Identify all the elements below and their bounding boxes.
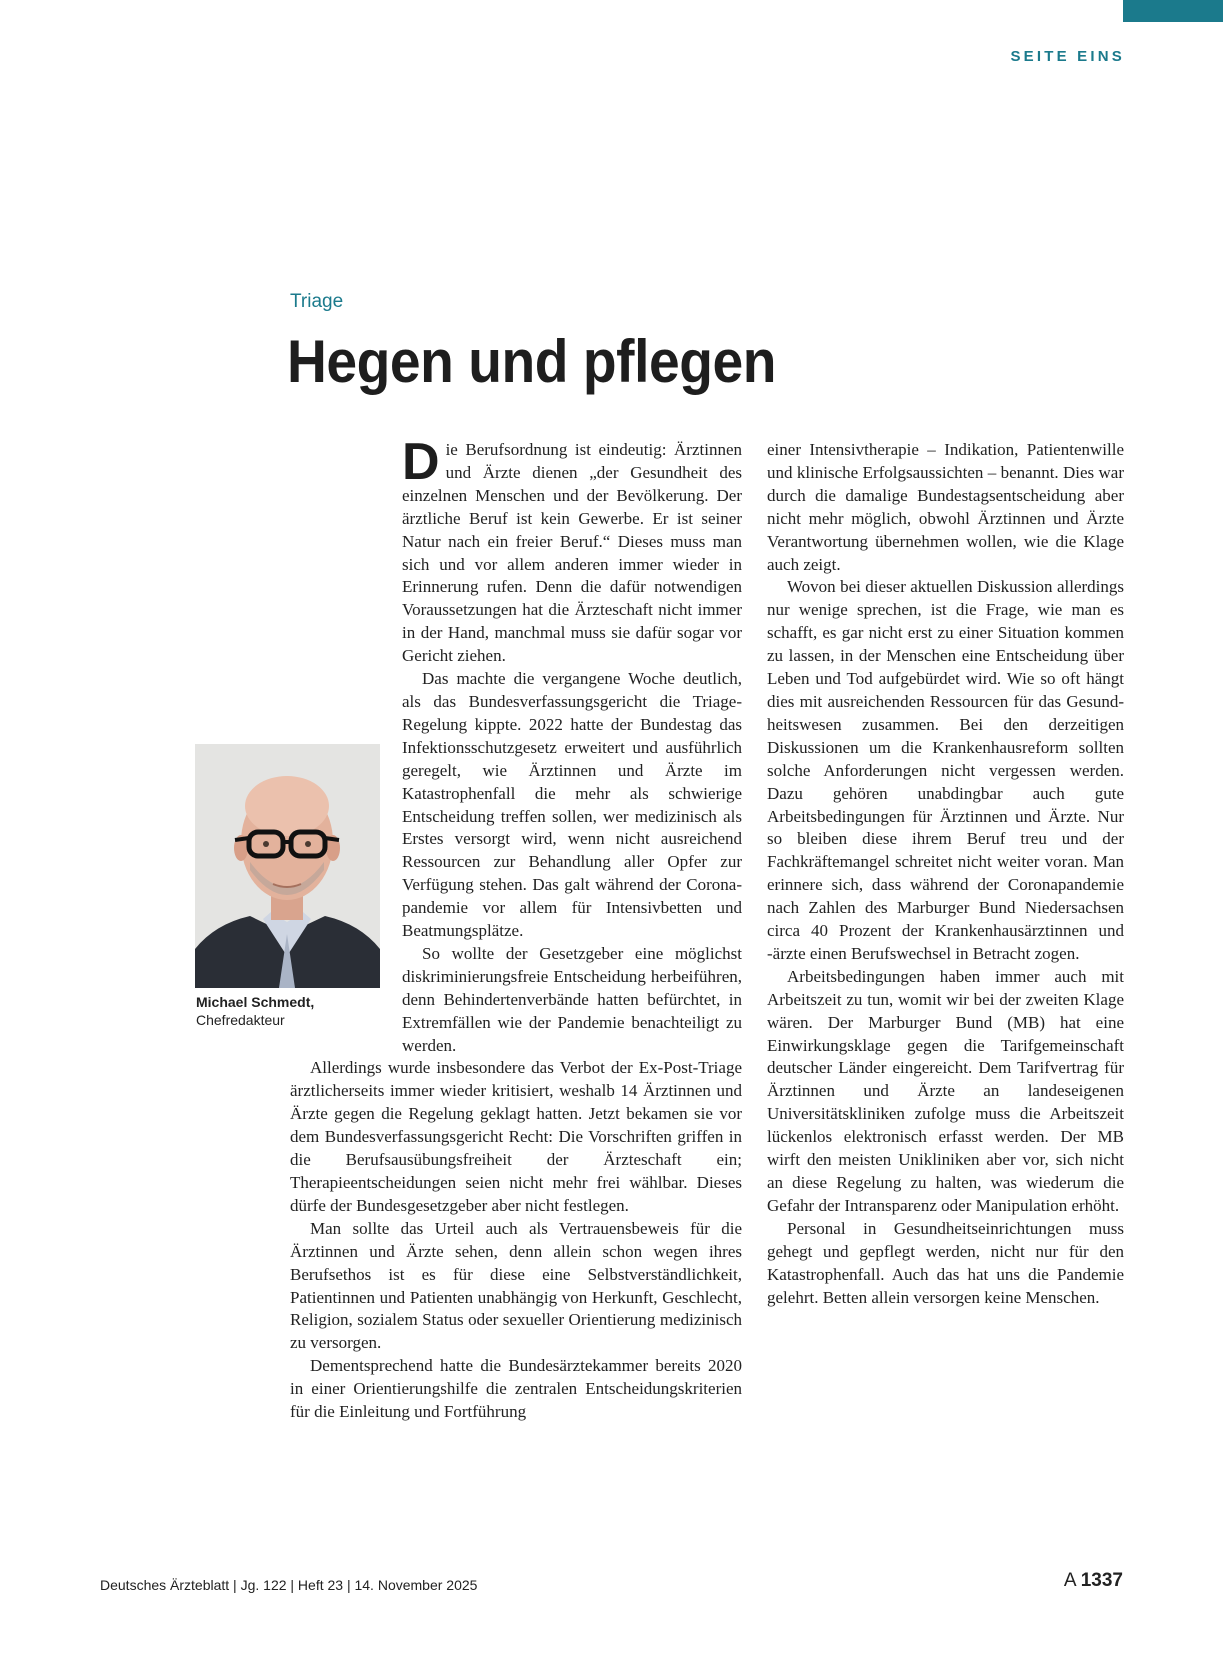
article-paragraph: Wovon bei dieser aktuellen Diskussion allerdings nur wenige sprechen, ist die Frage, wie man es schafft, es gar nicht erst zu einer Situation kommen zu lassen, in der Menschen eine Entscheidung über Leben und Tod aufgebürdet wird. Wie so oft hängt dies mit ausreichenden Ressourcen für das Gesundheitswesen zusammen. Bei den derzeitigen Diskussionen um die Krankenhausreform sollten solche Anforderungen nicht vergessen werden. Dazu gehören unabdingbar auch gute Arbeitsbedingungen für Ärztinnen und Ärzte. Nur so bleiben diese ihrem Beruf treu und der Fachkräftemangel schreitet nicht weiter voran. Man erinnere sich, dass während der Coronapandemie nach Zahlen des Marburger Bund Niedersachsen circa 40 Prozent der Krankenhausärztinnen und -ärzte einen Berufswechsel in Betracht zogen. [767, 577, 1124, 963]
author-role: Chefredakteur [196, 1012, 285, 1028]
article-paragraph [290, 433, 742, 668]
article-kicker: Triage [290, 291, 344, 312]
page-prefix: A [1063, 1570, 1076, 1591]
footer-publication: Deutsches Ärzteblatt | Jg. 122 | Heft 23 | 14. November 2025 [100, 1577, 478, 1593]
article-paragraph: Arbeitsbedingungen haben immer auch mit Arbeitszeit zu tun, womit wir bei der zweiten Klage wären. Der Marburger Bund (MB) hat eine Einwirkungsklage gegen die Tarifgemeinschaft deutscher Länder eingereicht. Dem Tarifvertrag für Ärztinnen und Ärzte an landeseigenen Universitätskliniken zufolge muss die Arbeitszeit lückenlos elektronisch erfasst werden. Der MB wirft den meisten Unikliniken aber vor, sich nicht an diese Regelung zu halten, was wiederum die Gefahr der Intransparenz oder Manipulation erhöht. [767, 966, 1124, 1215]
author-name: Michael Schmedt, [196, 994, 315, 1010]
page-number: 1337 [1080, 1570, 1123, 1591]
article-paragraph: Das machte die vergangene Woche deutlich, als das Bundesverfassungsgericht die Triage-Regelung kippte. 2022 hatte der Bundestag das Infektionsschutzgesetz erweitert und ausführlich geregelt, wie Ärztinnen und Ärzte im Katastrophenfall die mehr als schwierige Entscheidung treffen sollen, wer medizinisch als Erstes versorgt wird, wenn nicht ausreichend Ressourcen zur Behandlung aller Opfer zur Verfügung stehen. Das galt während der Coronapandemie vor allem für Intensivbetten und Beatmungsplätze. [402, 669, 742, 941]
author-portrait [195, 744, 380, 988]
section-label: SEITE EINS [1010, 48, 1125, 65]
article-paragraph: Allerdings wurde insbesondere das Verbot der Ex-Post-Triage ärztlicherseits immer wieder kritisiert, weshalb 14 Ärztinnen und Ärzte gegen die Regelung geklagt hatten. Jetzt bekamen sie vor dem Bundesverfassungsgericht Recht: Die Vorschriften griffen in die Berufsausübungsfreiheit der Ärzteschaft ein; Therapieentscheidungen seien nicht mehr frei wählbar. Dieses dürfe der Bundesgesetzgeber aber nicht festlegen. [290, 1058, 742, 1215]
article-headline: Hegen und pflegen [287, 328, 776, 395]
paragraph-text: ie Berufsordnung ist eindeutig: Ärztinnen und Ärzte dienen „der Gesundheit des einzelnen Menschen und der Bevölkerung. Der ärztliche Beruf ist kein Gewerbe. Er ist seiner Natur nach ein freier Beruf.“ Dieses muss man sich und vor allem anderen immer wieder in Erinnerung rufen. Denn die dafür notwendigen Voraussetzungen hat die Ärzteschaft nicht immer in der Hand, manchmal muss sie dafür sogar vor Gericht ziehen. [402, 440, 742, 666]
accent-bar [1123, 0, 1223, 22]
article-column-right [767, 439, 1124, 1309]
drop-cap: D [402, 433, 440, 491]
footer-page-number [1064, 1570, 1123, 1592]
article-paragraph: Dementsprechend hatte die Bundesärztekammer bereits 2020 in einer Orientierungshilfe die zentralen Entscheidungskriterien für die Einleitung und Fortführung [290, 1356, 742, 1422]
article-paragraph: So wollte der Gesetzgeber eine möglichst diskriminierungsfreie Entscheidung herbeiführen, denn Behindertenverbände hatten befürchtet, in Extremfällen wie der Pandemie benachteiligt zu werden. [402, 943, 742, 1055]
portrait-caption [196, 993, 314, 1029]
article-paragraph: Personal in Gesundheitseinrichtungen muss gehegt und gepflegt werden, nicht nur für den Katastrophenfall. Auch das hat uns die Pandemie gelehrt. Betten allein versorgen keine Menschen. [767, 1218, 1124, 1307]
article-paragraph: Man sollte das Urteil auch als Vertrauensbeweis für die Ärztinnen und Ärzte sehen, denn allein schon wegen ihres Berufsethos ist es für diese eine Selbstverständlichkeit, Patientinnen und Patienten unabhängig von Herkunft, Geschlecht, Religion, sozialem Status oder sexueller Orientierung medizinisch zu versorgen. [290, 1218, 742, 1353]
article-paragraph: einer Intensivtherapie – Indikation, Patientenwille und klinische Erfolgsaussichten – benannt. Dies war durch die damalige Bundestagsentscheidung aber nicht mehr möglich, obwohl Ärztinnen und Ärzte Verantwortung übernehmen wollen, wie die Klage auch zeigt. [767, 440, 1124, 574]
